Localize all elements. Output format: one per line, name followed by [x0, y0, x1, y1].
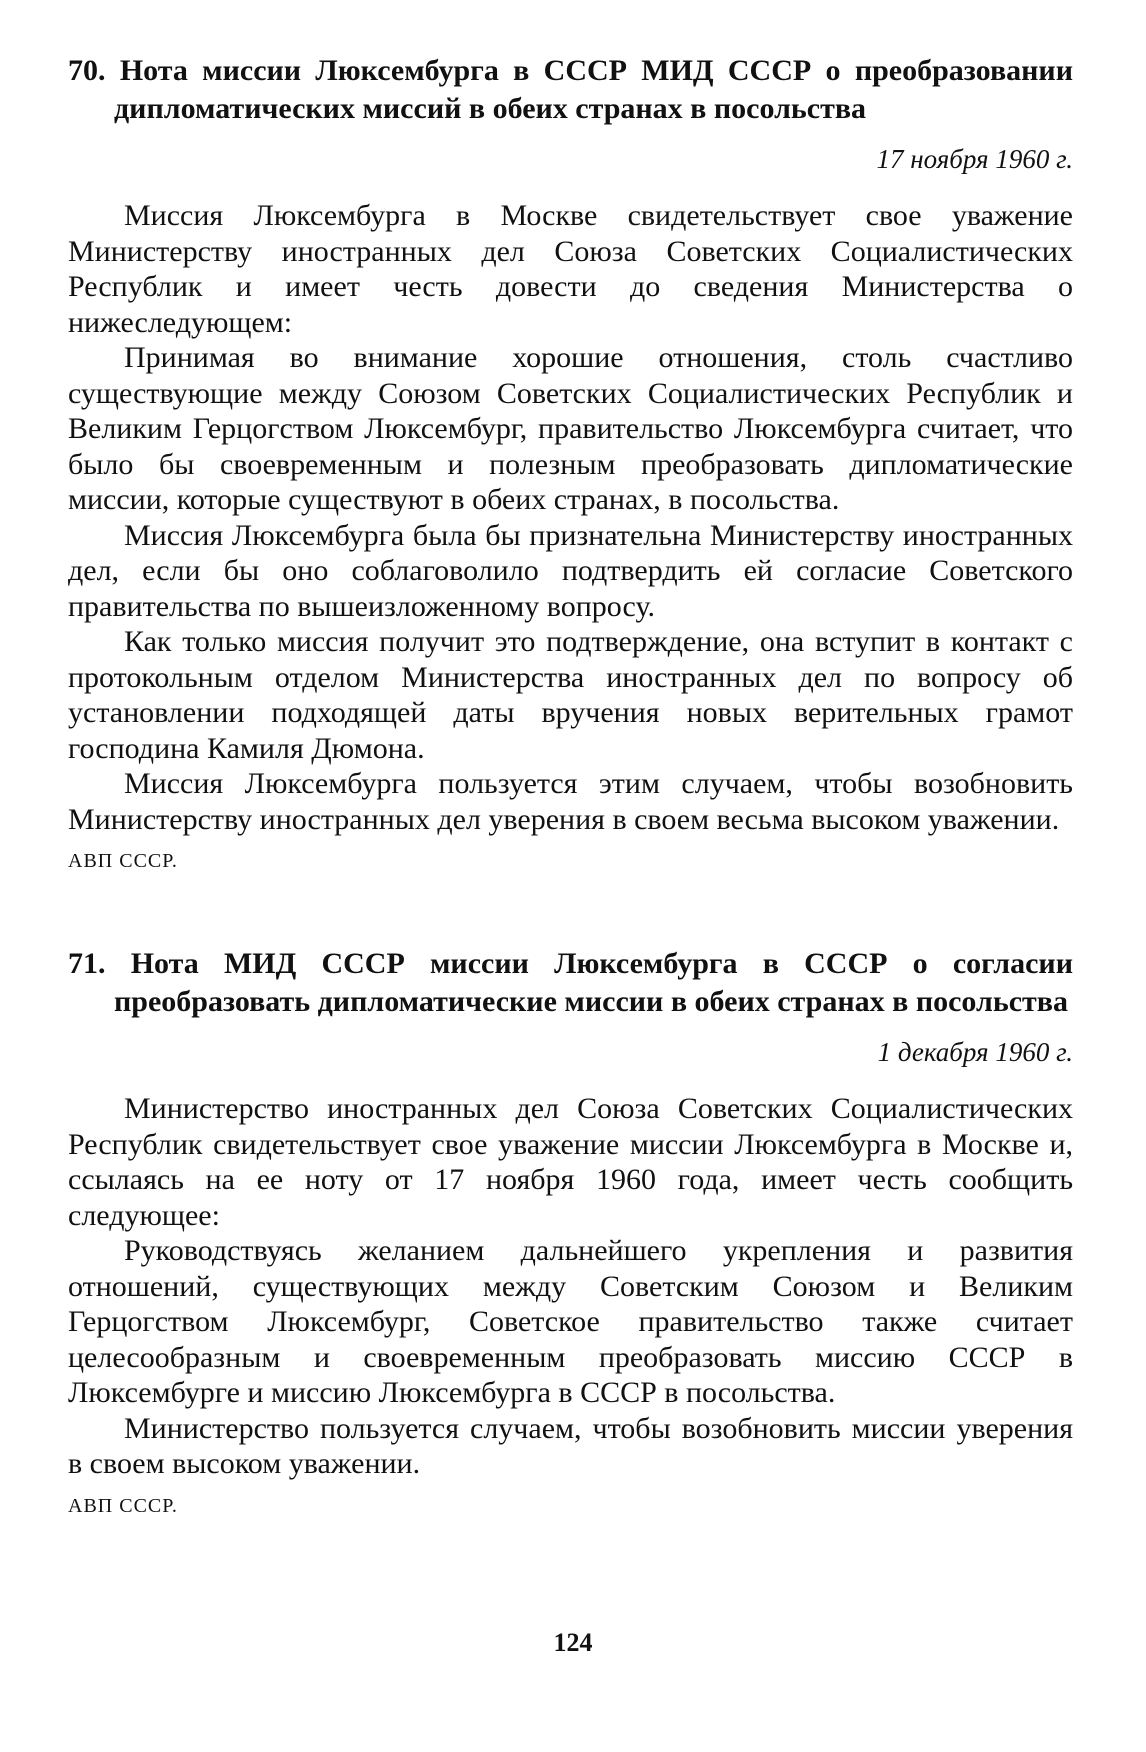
paragraph: Миссия Люксембурга была бы признательна Министерству иностранных дел, если бы оно соблаговолило подтвердить ей согласие Советского правительства по вышеизложенному вопросу.: [68, 518, 1073, 623]
page-content: [68, 52, 1073, 1518]
paragraph: Миссия Люксембурга пользуется этим случаем, чтобы возобновить Министерству иностранных дел уверения в своем весьма высоком уважении.: [68, 767, 1073, 836]
paragraph: Министерство пользуется случаем, чтобы возобновить миссии уверения в своем высоком уважении.: [68, 1411, 1073, 1480]
paragraph: Миссия Люксембурга в Москве свидетельствует свое уважение Министерству иностранных дел Союза Советских Социалистических Республик и имеет честь довести до сведения Министерства о нижеследующем:: [68, 199, 1073, 339]
document-70: [68, 52, 1073, 873]
paragraph: Принимая во внимание хорошие отношения, столь счастливо существующие между Союзом Советских Социалистических Республик и Великим Герцогством Люксембург, правительство Люксембурга считает, что было бы своевременным и полезным преобразовать дипломатические миссии, которые существуют в обеих странах, в посольства.: [68, 341, 1073, 516]
document-71: [68, 945, 1073, 1518]
document-date: 17 ноября 1960 г.: [876, 144, 1073, 174]
page-number: 124: [553, 1628, 593, 1657]
paragraph: Как только миссия получит это подтверждение, она вступит в контакт с протокольным отделом Министерства иностранных дел по вопросу об установлении подходящей даты вручения новых верительных грамот господина Камиля Дюмона.: [68, 625, 1073, 765]
document-title: 70. Нота миссии Люксембурга в СССР МИД СССР о преобразовании дипломатических миссий в обеих странах в посольства: [68, 54, 1073, 125]
archive-source: АВП СССР.: [68, 1494, 178, 1517]
section-gap: [68, 873, 1073, 945]
document-title: 71. Нота МИД СССР миссии Люксембурга в СССР о согласии преобразовать дипломатические миссии в обеих странах в посольства: [68, 947, 1073, 1018]
archive-source: АВП СССР.: [68, 850, 178, 872]
paragraph: Министерство иностранных дел Союза Советских Социалистических Республик свидетельствует свое уважение миссии Люксембурга в Москве и, ссылаясь на ее ноту от 17 ноября 1960 года, имеет честь сообщить следующее:: [68, 1092, 1073, 1232]
document-date: 1 декабря 1960 г.: [877, 1037, 1073, 1067]
paragraph: Руководствуясь желанием дальнейшего укрепления и развития отношений, существующих между Советским Союзом и Великим Герцогством Люксембург, Советское правительство также считает целесообразным и своевременным преобразовать миссию СССР в Люксембурге и миссию Люксембурга в СССР в посольства.: [68, 1234, 1073, 1409]
